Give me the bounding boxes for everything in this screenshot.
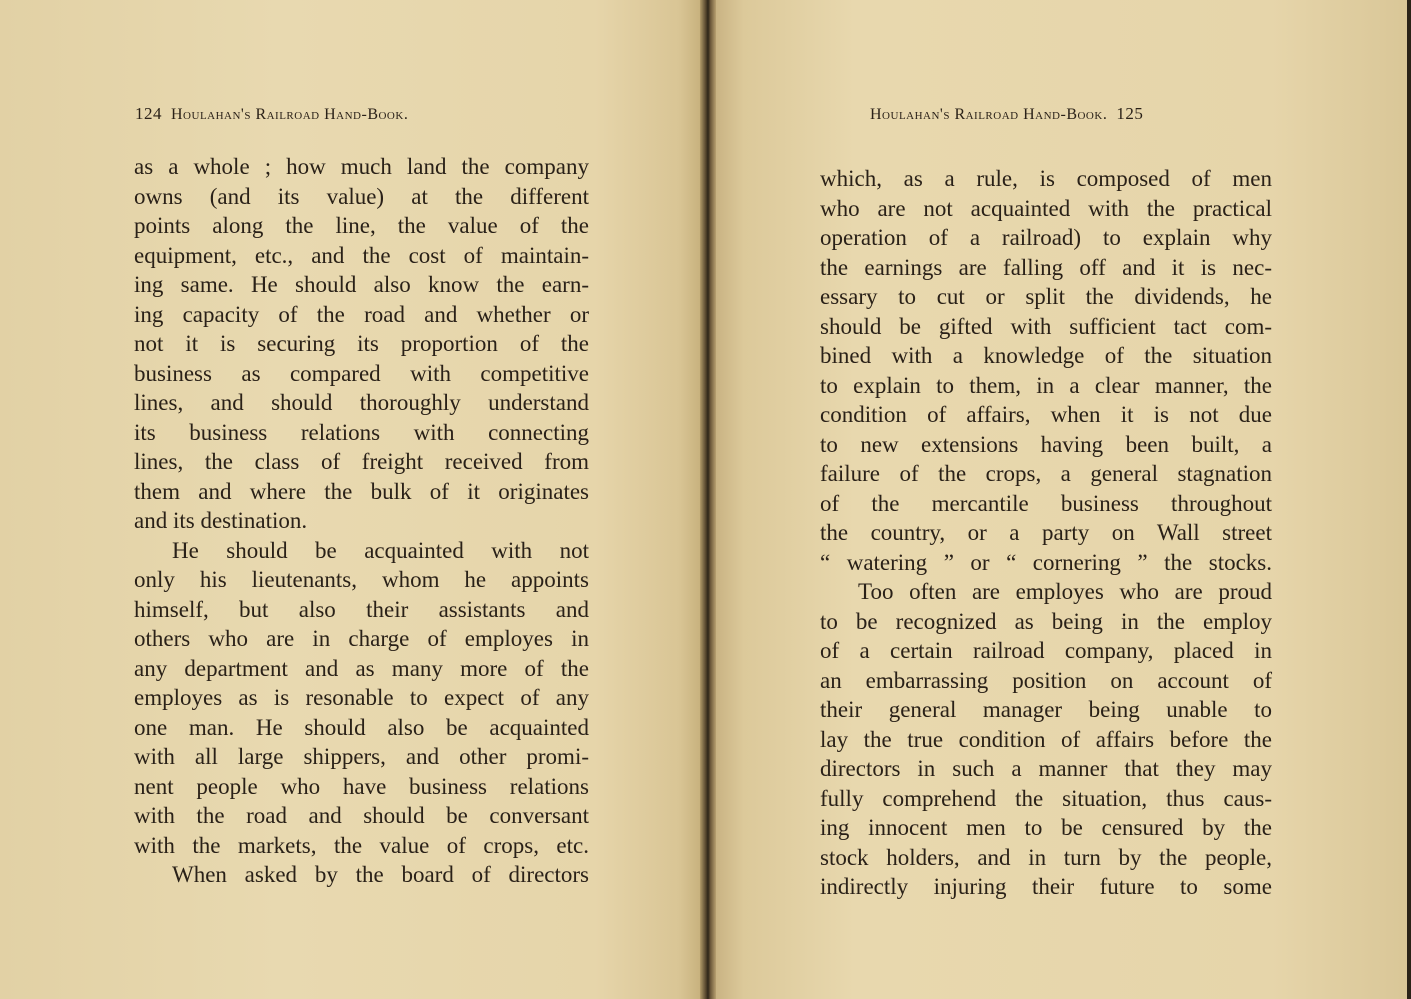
text-line: “ watering ” or “ cornering ” the stocks. — [820, 549, 1272, 575]
text-line: lines, and should thoroughly understand — [134, 390, 589, 415]
text-line: When asked by the board of directors — [172, 862, 589, 887]
left-running-head-title: Houlahan's Railroad Hand-Book. — [171, 106, 409, 123]
text-line: with the markets, the value of crops, etc. — [134, 832, 589, 858]
text-line: to new extensions having been built, a — [820, 431, 1272, 457]
text-line: of a certain railroad company, placed in — [820, 638, 1272, 663]
left-running-head — [135, 104, 408, 124]
text-line: ing innocent men to be censured by the — [820, 815, 1272, 840]
text-line: to explain to them, in a clear manner, the — [820, 372, 1272, 398]
text-line: Too often are employes who are proud — [858, 579, 1272, 604]
text-line: indirectly injuring their future to some — [820, 874, 1272, 899]
text-line: not it is securing its proportion of the — [134, 331, 589, 356]
text-line: business as compared with competitive — [134, 360, 589, 386]
text-line: any department and as many more of the — [134, 655, 589, 681]
text-line: directors in such a manner that they may — [820, 756, 1272, 781]
text-line: to be recognized as being in the employ — [820, 608, 1272, 634]
text-line: one man. He should also be acquainted — [134, 714, 589, 740]
text-line: of the mercantile business throughout — [820, 490, 1272, 516]
text-line: lay the true condition of affairs before the — [820, 726, 1272, 752]
text-line: the earnings are falling off and it is nec- — [820, 254, 1272, 280]
text-line: operation of a railroad) to explain why — [820, 225, 1272, 250]
text-line: failure of the crops, a general stagnation — [820, 461, 1272, 486]
text-line: them and where the bulk of it originates — [134, 478, 589, 504]
text-line: an embarrassing position on account of — [820, 667, 1272, 693]
book-gutter — [700, 0, 716, 999]
text-line: himself, but also their assistants and — [134, 596, 589, 622]
text-line: which, as a rule, is composed of men — [820, 166, 1272, 191]
text-line: ing same. He should also know the earn- — [134, 272, 589, 297]
right-body-text — [820, 164, 1272, 902]
text-line: bined with a knowledge of the situation — [820, 343, 1272, 368]
text-line: others who are in charge of employes in — [134, 626, 589, 651]
text-line: as a whole ; how much land the company — [134, 154, 589, 179]
text-line: should be gifted with sufficient tact com- — [820, 313, 1272, 339]
right-running-head-title: Houlahan's Railroad Hand-Book. — [870, 106, 1108, 123]
text-line: the country, or a party on Wall street — [820, 520, 1272, 545]
text-line: employes as is resonable to expect of any — [134, 685, 589, 710]
text-line: ing capacity of the road and whether or — [134, 301, 589, 327]
text-line: their general manager being unable to — [820, 697, 1272, 722]
left-body-text — [134, 152, 589, 890]
text-line: equipment, etc., and the cost of maintain- — [134, 242, 589, 268]
text-line: essary to cut or split the dividends, he — [820, 284, 1272, 309]
text-line: with all large shippers, and other promi- — [134, 744, 589, 769]
text-line: its business relations with connecting — [134, 419, 589, 445]
text-line: fully comprehend the situation, thus caus- — [820, 785, 1272, 811]
text-line: who are not acquainted with the practical — [820, 195, 1272, 221]
right-page-number: 125 — [1116, 104, 1144, 123]
text-line: lines, the class of freight received from — [134, 449, 589, 474]
text-line: He should be acquainted with not — [172, 537, 589, 563]
text-line: nent people who have business relations — [134, 773, 589, 799]
right-running-head — [870, 104, 1143, 124]
left-page-number: 124 — [135, 104, 162, 123]
text-line: owns (and its value) at the different — [134, 183, 589, 209]
text-line: points along the line, the value of the — [134, 213, 589, 238]
text-line: only his lieutenants, whom he appoints — [134, 567, 589, 592]
page-edge — [1407, 0, 1411, 999]
text-line: and its destination. — [134, 508, 308, 533]
text-line: stock holders, and in turn by the people, — [820, 844, 1272, 870]
text-line: condition of affairs, when it is not due — [820, 402, 1272, 427]
text-line: with the road and should be conversant — [134, 803, 589, 828]
